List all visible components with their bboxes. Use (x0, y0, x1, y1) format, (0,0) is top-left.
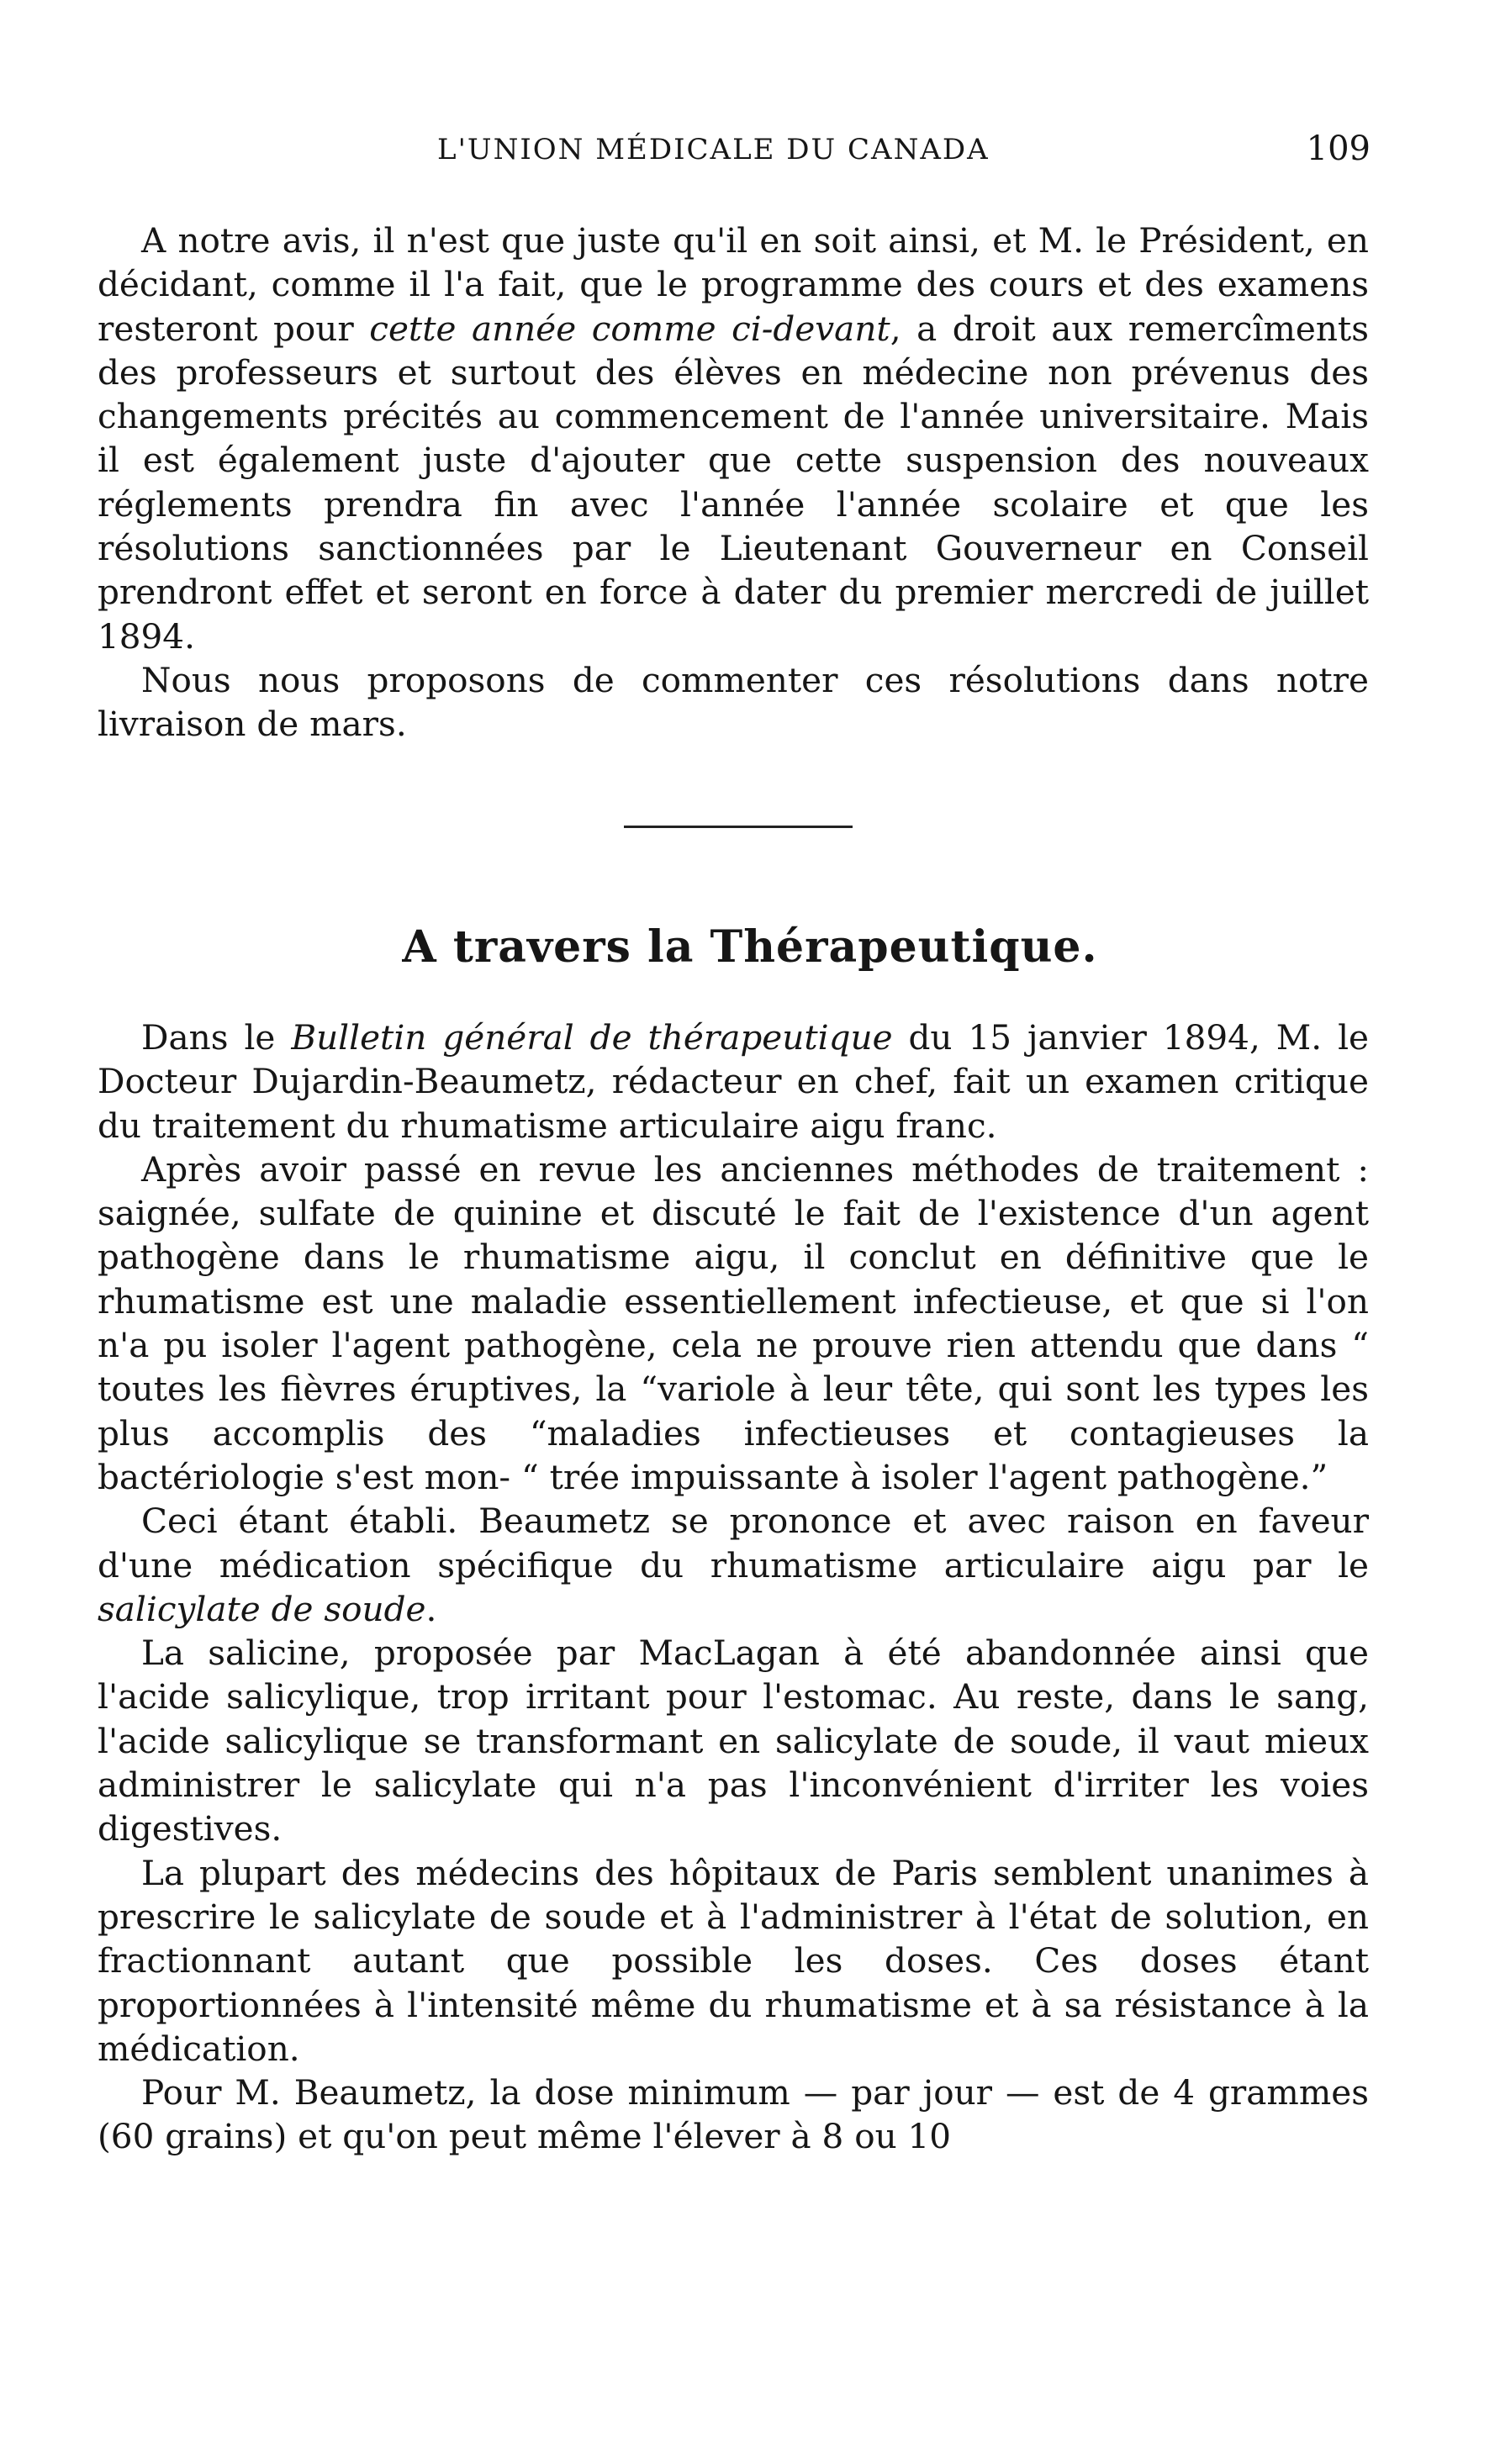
paragraph (98, 1499, 1369, 1631)
section-title: A travers la Thérapeutique. (402, 921, 1098, 973)
paragraph (98, 1016, 1369, 1148)
section-divider (624, 826, 853, 828)
text-run: Ceci étant établi. Beaumetz se prononce et avec raison en faveur d'une médication spécifique du rhumatisme articulaire aigu par le (98, 1501, 1369, 1586)
paragraph: Après avoir passé en revue les anciennes méthodes de traitement : saignée, sulfate de quinine et discuté le fait de l'existence d'un agent pathogène dans le rhumatisme aigu, il conclut en définitive que le rhumatisme est une maladie essentiellement infectieuse, et que si l'on n'a pu isoler l'agent pathogène, cela ne prouve rien attendu que dans “ toutes les fièvres éruptives, la “variole à leur tête, qui sont les types les plus accomplis des “maladies infectieuses et contagieuses la bactériologie s'est mon- “ trée impuissante à isoler l'agent pathogène.” (98, 1148, 1369, 1497)
paragraph (98, 219, 1369, 658)
text-run: du 15 janvier 1894, M. le Docteur Dujardin-Beaumetz, rédacteur en chef, fait un examen critique du traitement du rhumatisme articulaire aigu franc. (98, 1017, 1369, 1146)
page-number: 109 (1306, 129, 1371, 168)
paragraph: La plupart des médecins des hôpitaux de Paris semblent unanimes à prescrire le salicylate de soude et à l'administrer à l'état de solution, en fractionnant autant que possible les doses. Ces doses étant proportionnées à l'intensité même du rhumatisme et à sa résistance à la médication. (98, 1852, 1369, 2069)
paragraph: Nous nous proposons de commenter ces résolutions dans notre livraison de mars. (98, 659, 1369, 745)
running-title: L'UNION MÉDICALE DU CANADA (437, 133, 990, 166)
paragraph: Pour M. Beaumetz, la dose minimum — par jour — est de 4 grammes (60 grains) et qu'on peut même l'élever à 8 ou 10 (98, 2072, 1369, 2157)
italic-text: cette année comme ci-devant (369, 308, 890, 349)
paragraph: La salicine, proposée par MacLagan à été abandonnée ainsi que l'acide salicylique, trop irritant pour l'estomac. Au reste, dans le sang, l'acide salicylique se transformant en salicylate de soude, il vaut mieux administrer le salicylate qui n'a pas l'inconvénient d'irriter les voies digestives. (98, 1633, 1369, 1849)
italic-text: salicylate de soude (98, 1588, 426, 1629)
intro-text (98, 219, 1369, 747)
text-run: Dans le (141, 1017, 292, 1058)
italic-text: Bulletin général de thérapeutique (291, 1017, 893, 1058)
page-header (118, 129, 1371, 175)
text-run: , a droit aux remercîments des professeurs et surtout des élèves en médecine non prévenus des changements précités au commencement de l'année universitaire. Mais il est également juste d'ajouter que cette suspension des nouveaux réglements prendra fin avec l'année l'année scolaire et que les résolutions sanctionnées par le Lieutenant Gouverneur en Conseil prendront effet et seront en force à dater du premier mercredi de juillet 1894. (98, 308, 1369, 657)
text-run: A notre avis, il n'est que juste qu'il en soit ainsi, et M. le Président, en décidant, comme il l'a fait, que le programme des cours et des examens resteront pour (98, 220, 1369, 349)
text-run: . (425, 1588, 437, 1629)
section-text (98, 1016, 1369, 2159)
